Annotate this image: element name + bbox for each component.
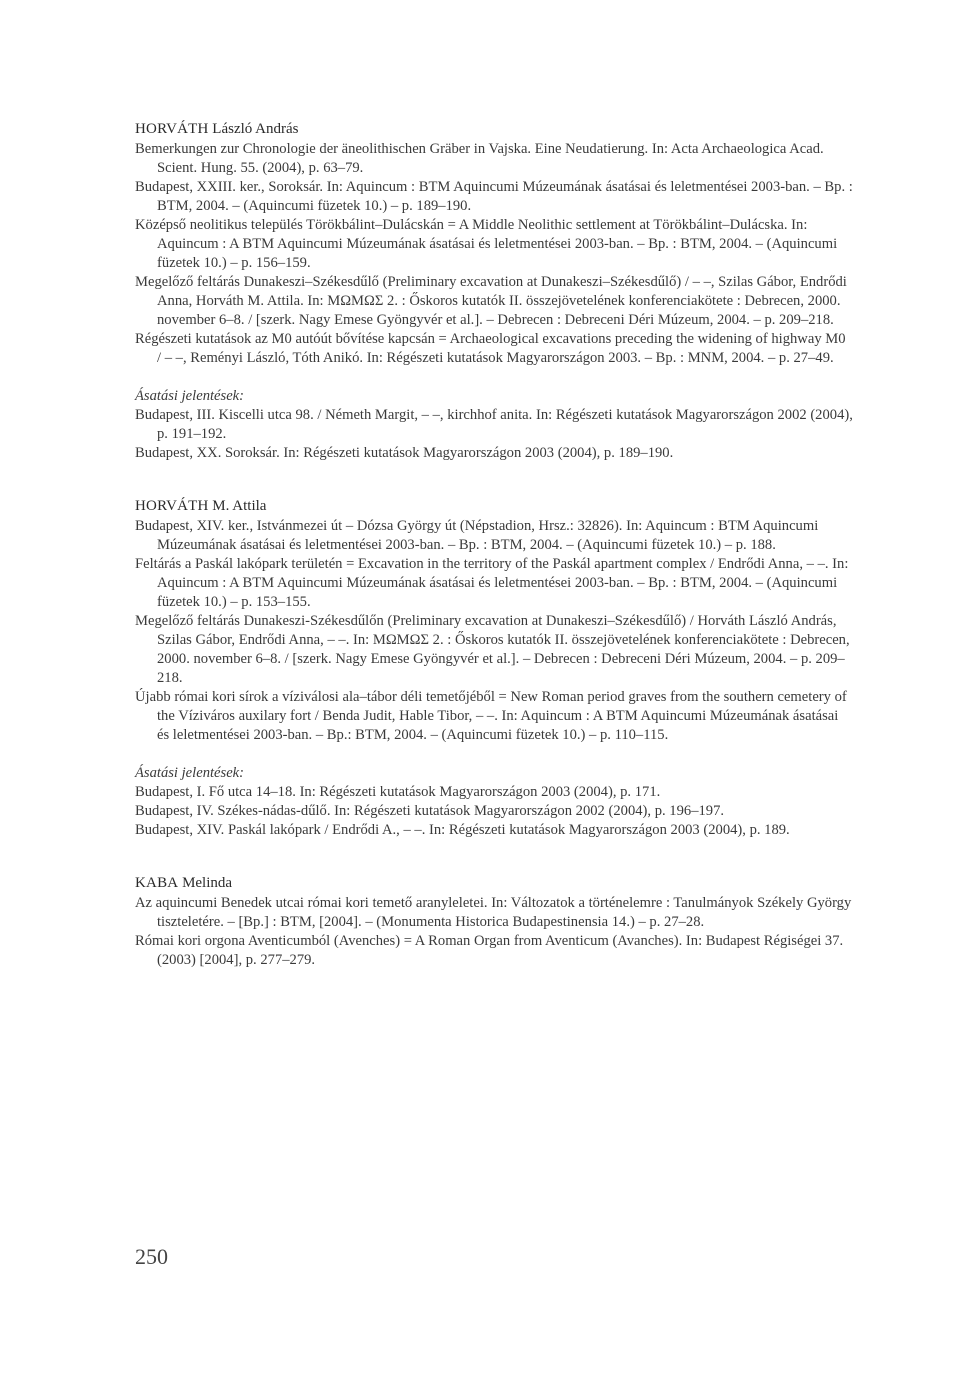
bibliography-content: [135, 120, 853, 1004]
publication-list: [135, 140, 853, 368]
publication-entry: Budapest, XIV. ker., Istvánmezei út – Dózsa György út (Népstadion, Hrsz.: 32826). In: Aquincum : BTM Aquincumi Múzeumának ásatásai és leletmentései 2003-ban. – Bp. : BTM, 2004. – (Aquincumi füzetek 10.) – p. 188.: [135, 518, 819, 553]
report-entry: Budapest, IV. Székes-nádas-dűlő. In: Régészeti kutatások Magyarországon 2002 (2004), p. 196–197.: [135, 803, 725, 819]
author-given-name: Melinda: [182, 875, 233, 891]
report-entry: Budapest, XIV. Paskál lakópark / Endrődi A., – –. In: Régészeti kutatások Magyarországon 2003 (2004), p. 189.: [135, 822, 790, 838]
publication-entry: Bemerkungen zur Chronologie der äneolithischen Gräber in Vajska. Eine Neudatierung. In: Acta Archaeologica Acad. Scient. Hung. 55. (2004), p. 63–79.: [135, 141, 824, 176]
publication-entry: Római kori orgona Aventicumból (Avenches) = A Roman Organ from Aventicum (Avanches). In: Budapest Régiségei 37. (2003) [2004], p. 277–279.: [135, 933, 844, 968]
publication-entry: Megelőző feltárás Dunakeszi–Székesdűlő (Preliminary excavation at Dunakeszi–Székesdűlő) / – –, Szilas Gábor, Endrődi Anna, Horváth M. Attila. In: ΜΩΜΩΣ 2. : Őskoros kutatók II. összejövetelének konferenciakötete : Debrecen, 2000. november 6–8. / [szerk. Nagy Emese Gyöngyvér et al.]. – Debrecen : Debreceni Déri Múzeum, 2004. – p. 209–218.: [135, 274, 847, 328]
report-entry: Budapest, III. Kiscelli utca 98. / Németh Margit, – –, kirchhof anita. In: Régészeti kutatások Magyarországon 2002 (2004), p. 191–192.: [135, 407, 853, 442]
publication-list: [135, 894, 853, 970]
publication-entry: Régészeti kutatások az M0 autóút bővítése kapcsán = Archaeological excavations preceding the widening of highway M0 / – –, Reményi László, Tóth Anikó. In: Régészeti kutatások Magyarországon 2003. – Bp. : MNM, 2004. – p. 27–49.: [135, 331, 846, 366]
page-number: 250: [135, 1244, 168, 1269]
author-heading: [135, 874, 853, 893]
publication-entry: Feltárás a Paskál lakópark területén = Excavation in the territory of the Paskál apartment complex / Endrődi Anna, – –. In: Aquincum : A BTM Aquincumi Múzeumának ásatásai és leletmentései 2003-ban. – Bp. : BTM, 2004. – (Aquincumi füzetek 10.) – p. 153–155.: [135, 556, 849, 610]
excavation-report-list: [135, 406, 853, 463]
publication-entry: Az aquincumi Benedek utcai római kori temető aranyleletei. In: Változatok a történelemre : Tanulmányok Székely György tiszteletére. – [Bp.] : BTM, [2004]. – (Monumenta Historica Budapestinensia 14.) – p. 27–28.: [135, 895, 852, 930]
author-surname: KABA: [135, 875, 179, 891]
excavation-report-list: [135, 783, 853, 840]
author-heading: [135, 497, 853, 516]
author-given-name: M. Attila: [212, 498, 267, 514]
publication-entry: Középső neolitikus település Törökbálint–Dulácskán = A Middle Neolithic settlement at Törökbálint–Dulácska. In: Aquincum : A BTM Aquincumi Múzeumának ásatásai és leletmentései 2003-ban. – Bp. : BTM, 2004. – (Aquincumi füzetek 10.) – p. 156–159.: [135, 217, 838, 271]
publication-entry: Budapest, XXIII. ker., Soroksár. In: Aquincum : BTM Aquincumi Múzeumának ásatásai és leletmentései 2003-ban. – Bp. : BTM, 2004. – (Aquincumi füzetek 10.) – p. 189–190.: [135, 179, 853, 214]
author-surname: HORVÁTH: [135, 121, 209, 137]
author-section-horvath-m-attila: [135, 497, 853, 840]
report-entry: Budapest, XX. Soroksár. In: Régészeti kutatások Magyarországon 2003 (2004), p. 189–190.: [135, 445, 674, 461]
publication-entry: Megelőző feltárás Dunakeszi-Székesdűlőn (Preliminary excavation at Dunakeszi–Székesdűlő) / Horváth László András, Szilas Gábor, Endrődi Anna, – –. In: ΜΩΜΩΣ 2. : Őskoros kutatók II. összejövetelének konferenciakötete : Debrecen, 2000. november 6–8. / [szerk. Nagy Emese Gyöngyvér et al.]. – Debrecen : Debreceni Déri Múzeum, 2004. – p. 209–218.: [135, 613, 850, 686]
publication-entry: Újabb római kori sírok a víziválosi ala–tábor déli temetőjéből = New Roman period graves from the southern cemetery of the Víziváros auxilary fort / Benda Judit, Hable Tibor, – –. In: Aquincum : A BTM Aquincumi Múzeumának ásatásai és leletmentései 2003-ban. – Bp.: BTM, 2004. – (Aquincumi füzetek 10.) – p. 110–115.: [135, 689, 847, 743]
author-surname: HORVÁTH: [135, 498, 209, 514]
excavation-reports-subheading: Ásatási jelentések:: [135, 765, 245, 781]
report-entry: Budapest, I. Fő utca 14–18. In: Régészeti kutatások Magyarországon 2003 (2004), p. 171.: [135, 784, 661, 800]
publication-list: [135, 517, 853, 745]
author-given-name: László András: [212, 121, 299, 137]
excavation-reports-subheading: Ásatási jelentések:: [135, 388, 245, 404]
author-section-horvath-laszlo-andras: [135, 120, 853, 463]
author-section-kaba-melinda: [135, 874, 853, 970]
author-heading: [135, 120, 853, 139]
